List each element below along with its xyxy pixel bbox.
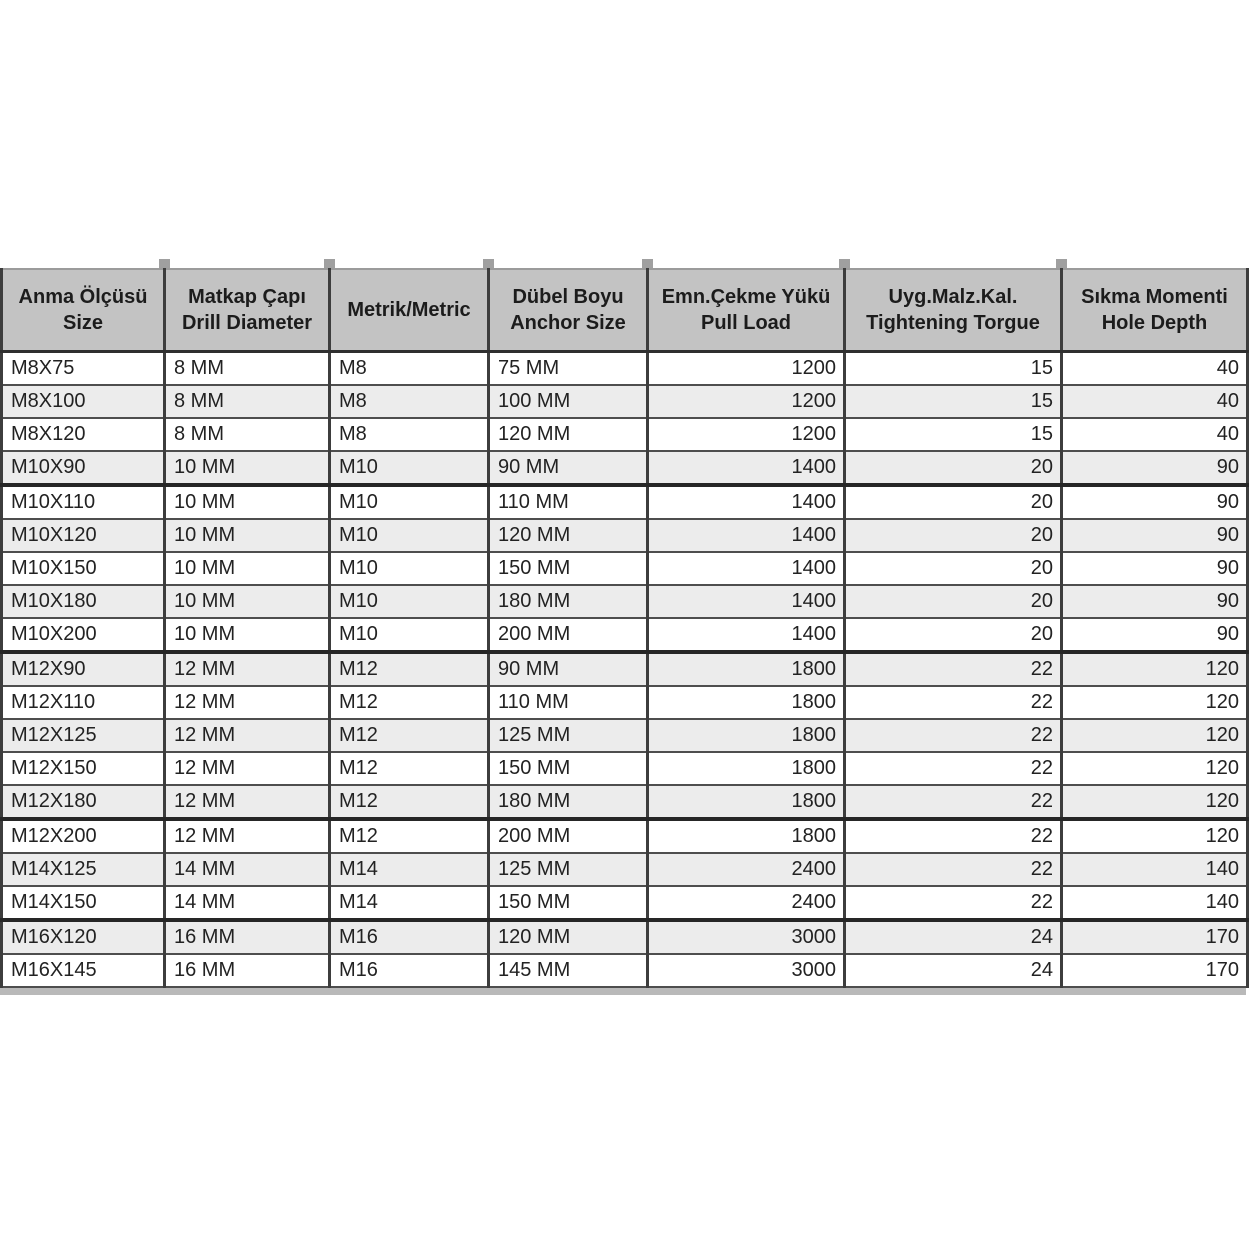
cell: M10 <box>330 485 489 519</box>
cell: 22 <box>845 853 1062 886</box>
cell: 90 MM <box>489 451 648 485</box>
cell: 22 <box>845 752 1062 785</box>
cell: 15 <box>845 352 1062 386</box>
cell: 110 MM <box>489 485 648 519</box>
cell: M10 <box>330 519 489 552</box>
cell: M10 <box>330 618 489 652</box>
cell: 2400 <box>648 886 845 920</box>
table-row <box>2 352 1248 386</box>
cell: 200 MM <box>489 819 648 853</box>
cell: M10 <box>330 585 489 618</box>
cell: M10X90 <box>2 451 165 485</box>
cell: 40 <box>1062 418 1248 451</box>
cell: 1400 <box>648 519 845 552</box>
cell: 1800 <box>648 652 845 686</box>
cell: 10 MM <box>165 451 330 485</box>
cell: 75 MM <box>489 352 648 386</box>
cell: 12 MM <box>165 819 330 853</box>
cell: M12X125 <box>2 719 165 752</box>
cell: 8 MM <box>165 418 330 451</box>
cell: 12 MM <box>165 785 330 819</box>
column-border-nub <box>324 259 335 268</box>
cell: 1200 <box>648 418 845 451</box>
table-row <box>2 485 1248 519</box>
cell: 20 <box>845 618 1062 652</box>
column-header <box>489 269 648 352</box>
spec-table <box>0 268 1249 988</box>
cell: M12 <box>330 819 489 853</box>
header-line-tr: Matkap Çapı <box>188 286 306 308</box>
table-row <box>2 686 1248 719</box>
cell: 24 <box>845 954 1062 987</box>
column-border-nub <box>642 259 653 268</box>
cell: 40 <box>1062 352 1248 386</box>
table-body <box>2 352 1248 988</box>
cell: 3000 <box>648 920 845 954</box>
cell: 22 <box>845 652 1062 686</box>
cell: 120 <box>1062 652 1248 686</box>
cell: 8 MM <box>165 352 330 386</box>
cell: 180 MM <box>489 585 648 618</box>
cell: 3000 <box>648 954 845 987</box>
cell: M8X100 <box>2 385 165 418</box>
cell: 120 MM <box>489 920 648 954</box>
cell: M8X120 <box>2 418 165 451</box>
cell: 15 <box>845 385 1062 418</box>
table-bottom-shadow <box>0 988 1246 995</box>
cell: 10 MM <box>165 585 330 618</box>
cell: 20 <box>845 552 1062 585</box>
cell: 1200 <box>648 352 845 386</box>
cell: 125 MM <box>489 719 648 752</box>
column-border-nub <box>839 259 850 268</box>
header-line-tr: Uyg.Malz.Kal. <box>888 286 1018 308</box>
cell: M14 <box>330 853 489 886</box>
cell: 1400 <box>648 552 845 585</box>
cell: M12X110 <box>2 686 165 719</box>
header-line-tr: Sıkma Momenti <box>1081 286 1228 308</box>
cell: 120 <box>1062 785 1248 819</box>
cell: 1200 <box>648 385 845 418</box>
table-row <box>2 618 1248 652</box>
cell: 8 MM <box>165 385 330 418</box>
table-row <box>2 552 1248 585</box>
cell: 40 <box>1062 385 1248 418</box>
cell: 16 MM <box>165 954 330 987</box>
cell: M16 <box>330 954 489 987</box>
cell: 1400 <box>648 451 845 485</box>
cell: 10 MM <box>165 552 330 585</box>
header-row <box>2 269 1248 352</box>
table-row <box>2 451 1248 485</box>
cell: M12 <box>330 719 489 752</box>
cell: M10X200 <box>2 618 165 652</box>
cell: 120 MM <box>489 519 648 552</box>
cell: M16X120 <box>2 920 165 954</box>
cell: 120 <box>1062 686 1248 719</box>
cell: M12X180 <box>2 785 165 819</box>
table-row <box>2 853 1248 886</box>
column-header <box>330 269 489 352</box>
cell: 1400 <box>648 585 845 618</box>
header-line-en: Anchor Size <box>510 312 626 334</box>
table-row <box>2 785 1248 819</box>
cell: 1800 <box>648 785 845 819</box>
cell: M8 <box>330 352 489 386</box>
cell: 15 <box>845 418 1062 451</box>
cell: 150 MM <box>489 886 648 920</box>
cell: 1400 <box>648 485 845 519</box>
cell: M8X75 <box>2 352 165 386</box>
cell: 90 <box>1062 519 1248 552</box>
cell: 10 MM <box>165 618 330 652</box>
table-row <box>2 719 1248 752</box>
header-line-en: Tightening Torgue <box>866 312 1040 334</box>
table-header <box>2 269 1248 352</box>
cell: 140 <box>1062 886 1248 920</box>
header-line-tr: Dübel Boyu <box>512 286 624 308</box>
column-header <box>648 269 845 352</box>
cell: M10X120 <box>2 519 165 552</box>
cell: 145 MM <box>489 954 648 987</box>
cell: 20 <box>845 585 1062 618</box>
cell: 1800 <box>648 719 845 752</box>
column-border-nub <box>483 259 494 268</box>
table-row <box>2 886 1248 920</box>
column-border-nub <box>159 259 170 268</box>
cell: 1400 <box>648 618 845 652</box>
cell: 170 <box>1062 920 1248 954</box>
header-line-en: Drill Diameter <box>181 312 313 334</box>
cell: 22 <box>845 886 1062 920</box>
cell: M16 <box>330 920 489 954</box>
cell: 12 MM <box>165 686 330 719</box>
table-row <box>2 418 1248 451</box>
cell: M14X150 <box>2 886 165 920</box>
anchor-spec-table <box>0 268 1246 995</box>
cell: 20 <box>845 519 1062 552</box>
cell: M14 <box>330 886 489 920</box>
cell: 140 <box>1062 853 1248 886</box>
header-line-tr: Emn.Çekme Yükü <box>661 286 831 308</box>
cell: 14 MM <box>165 886 330 920</box>
cell: M8 <box>330 385 489 418</box>
header-line-en: Hole Depth <box>1101 312 1208 334</box>
cell: 14 MM <box>165 853 330 886</box>
cell: 180 MM <box>489 785 648 819</box>
column-header <box>1062 269 1248 352</box>
header-line-tr: Anma Ölçüsü <box>18 286 148 308</box>
cell: 90 <box>1062 618 1248 652</box>
table-row <box>2 954 1248 987</box>
cell: 120 <box>1062 752 1248 785</box>
cell: 1800 <box>648 752 845 785</box>
cell: 120 MM <box>489 418 648 451</box>
cell: M10X110 <box>2 485 165 519</box>
cell: M12X200 <box>2 819 165 853</box>
cell: 170 <box>1062 954 1248 987</box>
cell: 90 MM <box>489 652 648 686</box>
cell: 150 MM <box>489 752 648 785</box>
column-header <box>2 269 165 352</box>
cell: 90 <box>1062 451 1248 485</box>
cell: 22 <box>845 719 1062 752</box>
cell: 22 <box>845 785 1062 819</box>
cell: 90 <box>1062 552 1248 585</box>
cell: 120 <box>1062 719 1248 752</box>
cell: 110 MM <box>489 686 648 719</box>
table-row <box>2 752 1248 785</box>
cell: M12 <box>330 686 489 719</box>
cell: 90 <box>1062 485 1248 519</box>
cell: 125 MM <box>489 853 648 886</box>
header-line-en: Pull Load <box>701 312 791 334</box>
cell: 10 MM <box>165 519 330 552</box>
cell: M16X145 <box>2 954 165 987</box>
cell: 12 MM <box>165 719 330 752</box>
cell: M14X125 <box>2 853 165 886</box>
column-header <box>165 269 330 352</box>
table-row <box>2 819 1248 853</box>
cell: 200 MM <box>489 618 648 652</box>
cell: M12 <box>330 752 489 785</box>
cell: M12 <box>330 785 489 819</box>
table-row <box>2 585 1248 618</box>
cell: 22 <box>845 686 1062 719</box>
header-line-en: Size <box>62 312 104 334</box>
table-row <box>2 385 1248 418</box>
cell: 90 <box>1062 585 1248 618</box>
cell: M12 <box>330 652 489 686</box>
column-header <box>845 269 1062 352</box>
cell: 20 <box>845 485 1062 519</box>
column-border-nub <box>1056 259 1067 268</box>
cell: 10 MM <box>165 485 330 519</box>
cell: M12X150 <box>2 752 165 785</box>
cell: M10X150 <box>2 552 165 585</box>
cell: 12 MM <box>165 752 330 785</box>
table-row <box>2 519 1248 552</box>
cell: M12X90 <box>2 652 165 686</box>
table-row <box>2 920 1248 954</box>
cell: 150 MM <box>489 552 648 585</box>
header-line-tr: Metrik/Metric <box>347 299 471 321</box>
cell: 20 <box>845 451 1062 485</box>
cell: 2400 <box>648 853 845 886</box>
cell: 1800 <box>648 819 845 853</box>
cell: 100 MM <box>489 385 648 418</box>
cell: M10 <box>330 552 489 585</box>
cell: 12 MM <box>165 652 330 686</box>
cell: 120 <box>1062 819 1248 853</box>
cell: M8 <box>330 418 489 451</box>
cell: M10 <box>330 451 489 485</box>
table-row <box>2 652 1248 686</box>
cell: 22 <box>845 819 1062 853</box>
cell: 1800 <box>648 686 845 719</box>
cell: 16 MM <box>165 920 330 954</box>
cell: M10X180 <box>2 585 165 618</box>
cell: 24 <box>845 920 1062 954</box>
